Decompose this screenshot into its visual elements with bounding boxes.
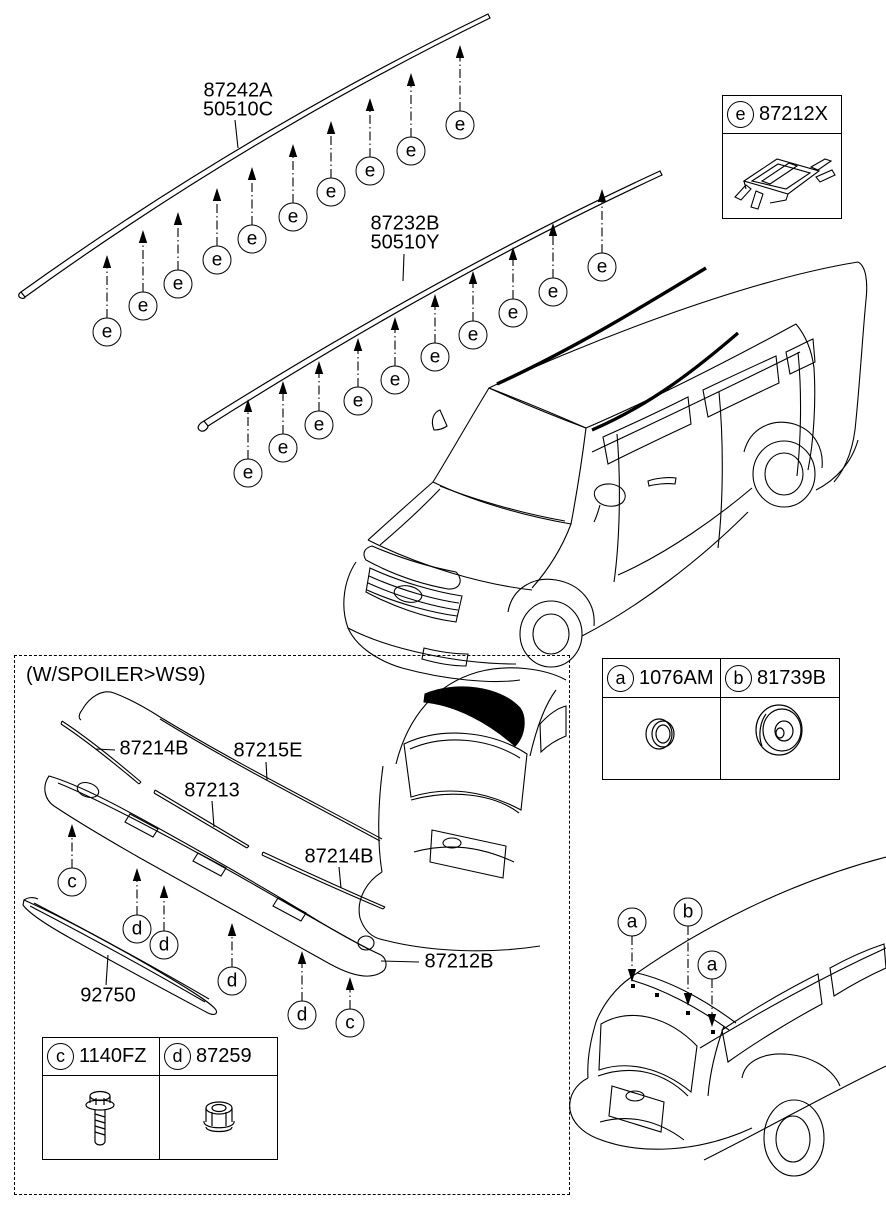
fastener-legend-header-c — [43, 1038, 160, 1076]
callout-e[interactable]: e — [164, 270, 193, 299]
grommet-a-art-cell — [603, 698, 721, 779]
rear-roof-rail-drawing — [198, 171, 662, 431]
callout-a-legend[interactable]: a — [607, 665, 634, 692]
callout-d[interactable]: d — [288, 1001, 317, 1030]
part-label-87232b[interactable]: 87232B — [370, 212, 440, 235]
spoiler-section-title: (W/SPOILER>WS9) — [26, 664, 206, 686]
callout-e[interactable]: e — [317, 178, 346, 207]
callout-e-legend[interactable]: e — [727, 101, 754, 128]
callout-e[interactable]: e — [499, 299, 528, 328]
nut-art-cell — [160, 1076, 277, 1159]
part-label-81739b[interactable]: 81739B — [757, 666, 826, 689]
clip-legend-box — [722, 95, 842, 219]
callout-d-legend[interactable]: d — [164, 1043, 191, 1070]
callout-a[interactable]: a — [618, 908, 647, 937]
callout-e[interactable]: e — [279, 203, 308, 232]
callout-b-legend[interactable]: b — [725, 665, 752, 692]
part-label-87215e[interactable]: 87215E — [233, 739, 303, 762]
clip-legend-art-cell — [723, 134, 841, 218]
callout-d[interactable]: d — [218, 967, 247, 996]
callout-e[interactable]: e — [305, 411, 334, 440]
grommet-legend-header-a — [603, 659, 721, 698]
part-label-92750[interactable]: 92750 — [80, 984, 136, 1007]
part-label-1076am[interactable]: 1076AM — [639, 666, 714, 689]
callout-e[interactable]: e — [588, 253, 617, 282]
callout-a[interactable]: a — [698, 951, 727, 980]
callout-e[interactable]: e — [446, 111, 475, 140]
part-label-50510c[interactable]: 50510C — [202, 98, 274, 121]
fastener-legend-header-d — [160, 1038, 277, 1076]
callout-c[interactable]: c — [58, 868, 87, 897]
part-label-87213[interactable]: 87213 — [184, 779, 240, 802]
callout-e[interactable]: e — [203, 246, 232, 275]
callout-c-legend[interactable]: c — [47, 1043, 74, 1070]
minivan-front-three-quarter-drawing — [344, 262, 867, 682]
callout-c[interactable]: c — [336, 1009, 365, 1038]
callout-e[interactable]: e — [539, 278, 568, 307]
callout-e[interactable]: e — [381, 366, 410, 395]
callout-e[interactable]: e — [356, 157, 385, 186]
part-label-50510y[interactable]: 50510Y — [370, 231, 440, 254]
callout-e[interactable]: e — [234, 459, 263, 488]
part-label-87212x[interactable]: 87212X — [759, 103, 828, 125]
fastener-legend-box — [42, 1037, 278, 1160]
callout-b[interactable]: b — [674, 898, 703, 927]
callout-d[interactable]: d — [123, 915, 152, 944]
callout-e[interactable]: e — [459, 321, 488, 350]
grommet-b-art-cell — [721, 698, 839, 779]
callout-e[interactable]: e — [344, 387, 373, 416]
part-label-87214b-upper[interactable]: 87214B — [119, 737, 189, 760]
part-label-87259[interactable]: 87259 — [196, 1045, 252, 1067]
part-label-87212b[interactable]: 87212B — [424, 950, 494, 973]
grommet-legend-box — [602, 658, 840, 780]
part-label-87214b-lower[interactable]: 87214B — [304, 845, 374, 868]
part-label-1140fz[interactable]: 1140FZ — [79, 1045, 147, 1067]
callout-d[interactable]: d — [150, 931, 179, 960]
callout-e[interactable]: e — [421, 343, 450, 372]
minivan-rear-three-quarter-drawing — [570, 857, 886, 1176]
callout-e[interactable]: e — [129, 292, 158, 321]
callout-e[interactable]: e — [397, 137, 426, 166]
callout-e[interactable]: e — [93, 318, 122, 347]
part-label-87242a[interactable]: 87242A — [203, 79, 273, 102]
clip-legend-header — [723, 96, 841, 134]
grommet-legend-header-b — [721, 659, 839, 698]
callout-e[interactable]: e — [238, 225, 267, 254]
bolt-art-cell — [43, 1076, 160, 1159]
callout-e[interactable]: e — [269, 434, 298, 463]
